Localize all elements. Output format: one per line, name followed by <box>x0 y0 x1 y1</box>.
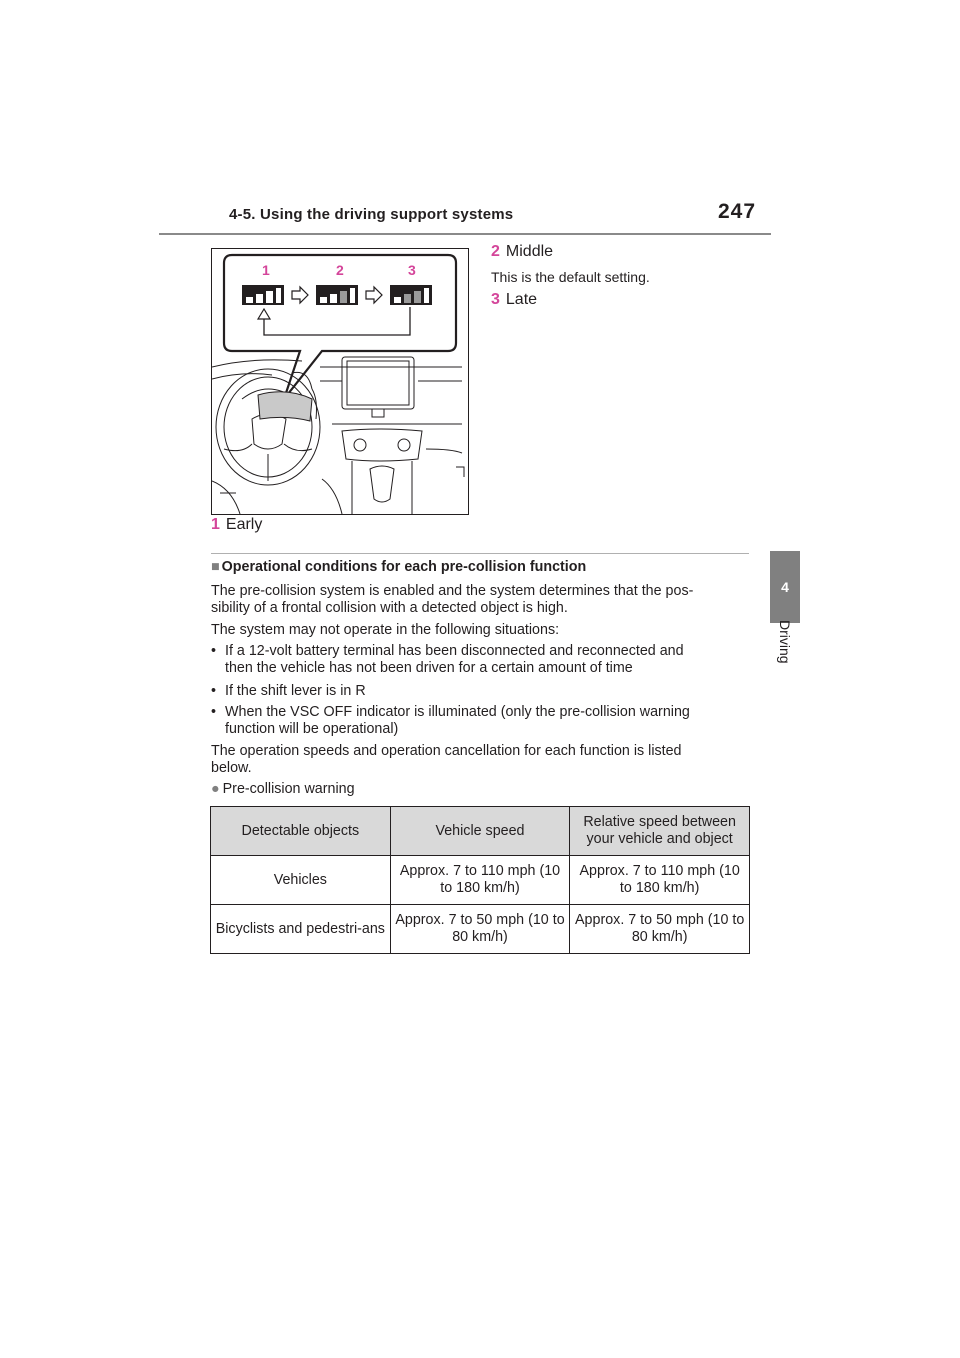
header-divider <box>159 233 771 235</box>
section-divider <box>211 553 749 554</box>
table-cell: Approx. 7 to 50 mph (10 to 80 km/h) <box>390 905 570 954</box>
indicator-late <box>390 285 432 305</box>
item-middle: 2 Middle <box>491 243 554 260</box>
callout-1: 1 <box>262 262 270 278</box>
dashboard-drawing <box>212 249 468 514</box>
dashboard-illustration <box>211 248 469 515</box>
table-row <box>211 905 750 954</box>
table-row <box>211 856 750 905</box>
section-heading: ■ Operational conditions for each pre-collision function <box>211 559 587 575</box>
meter-cluster <box>258 392 312 421</box>
chapter-tab <box>770 551 800 623</box>
chapter-label: Driving <box>777 620 793 664</box>
item-late: 3 Late <box>491 291 538 308</box>
table-header-cell: Relative speed between your vehicle and object <box>570 807 750 856</box>
table-cell: Bicyclists and pedestri-ans <box>211 905 391 954</box>
sub-bullet: ● Pre-collision warning <box>211 781 355 797</box>
circle-bullet-icon: ● <box>211 781 220 797</box>
table-cell: Approx. 7 to 50 mph (10 to 80 km/h) <box>570 905 750 954</box>
paragraph-not-operate: The system may not operate in the following situations: <box>211 622 560 638</box>
operation-speed-table <box>210 806 750 954</box>
bullet-item: • If a 12-volt battery terminal has been disconnected and reconnected and then the vehicle has not been driven for a certain amount of time <box>211 643 684 676</box>
indicator-middle <box>316 285 358 305</box>
section-title: 4-5. Using the driving support systems <box>229 206 514 223</box>
default-note: This is the default setting. <box>491 269 650 285</box>
table-header-row <box>211 807 750 856</box>
table-cell: Vehicles <box>211 856 391 905</box>
item-early: 1 Early <box>211 516 263 533</box>
paragraph-operation-speeds: The operation speeds and operation cancellation for each function is listed below. <box>211 743 682 776</box>
indicator-early <box>242 285 284 305</box>
table-cell: Approx. 7 to 110 mph (10 to 180 km/h) <box>570 856 750 905</box>
table-header-cell: Vehicle speed <box>390 807 570 856</box>
dashboard-lineart <box>212 357 464 514</box>
paragraph-enabled: The pre-collision system is enabled and the system determines that the pos- sibility of a frontal collision with a detected object is high. <box>211 583 694 616</box>
table-cell: Approx. 7 to 110 mph (10 to 180 km/h) <box>390 856 570 905</box>
callout-3: 3 <box>408 262 416 278</box>
chapter-number: 4 <box>781 579 789 595</box>
square-bullet-icon: ■ <box>211 559 220 575</box>
callout-2: 2 <box>336 262 344 278</box>
bullet-item: • If the shift lever is in R <box>211 683 366 699</box>
table-header-cell: Detectable objects <box>211 807 391 856</box>
page-number: 247 <box>718 200 757 223</box>
bullet-item: • When the VSC OFF indicator is illuminated (only the pre-collision warning function will be operational) <box>211 704 690 737</box>
